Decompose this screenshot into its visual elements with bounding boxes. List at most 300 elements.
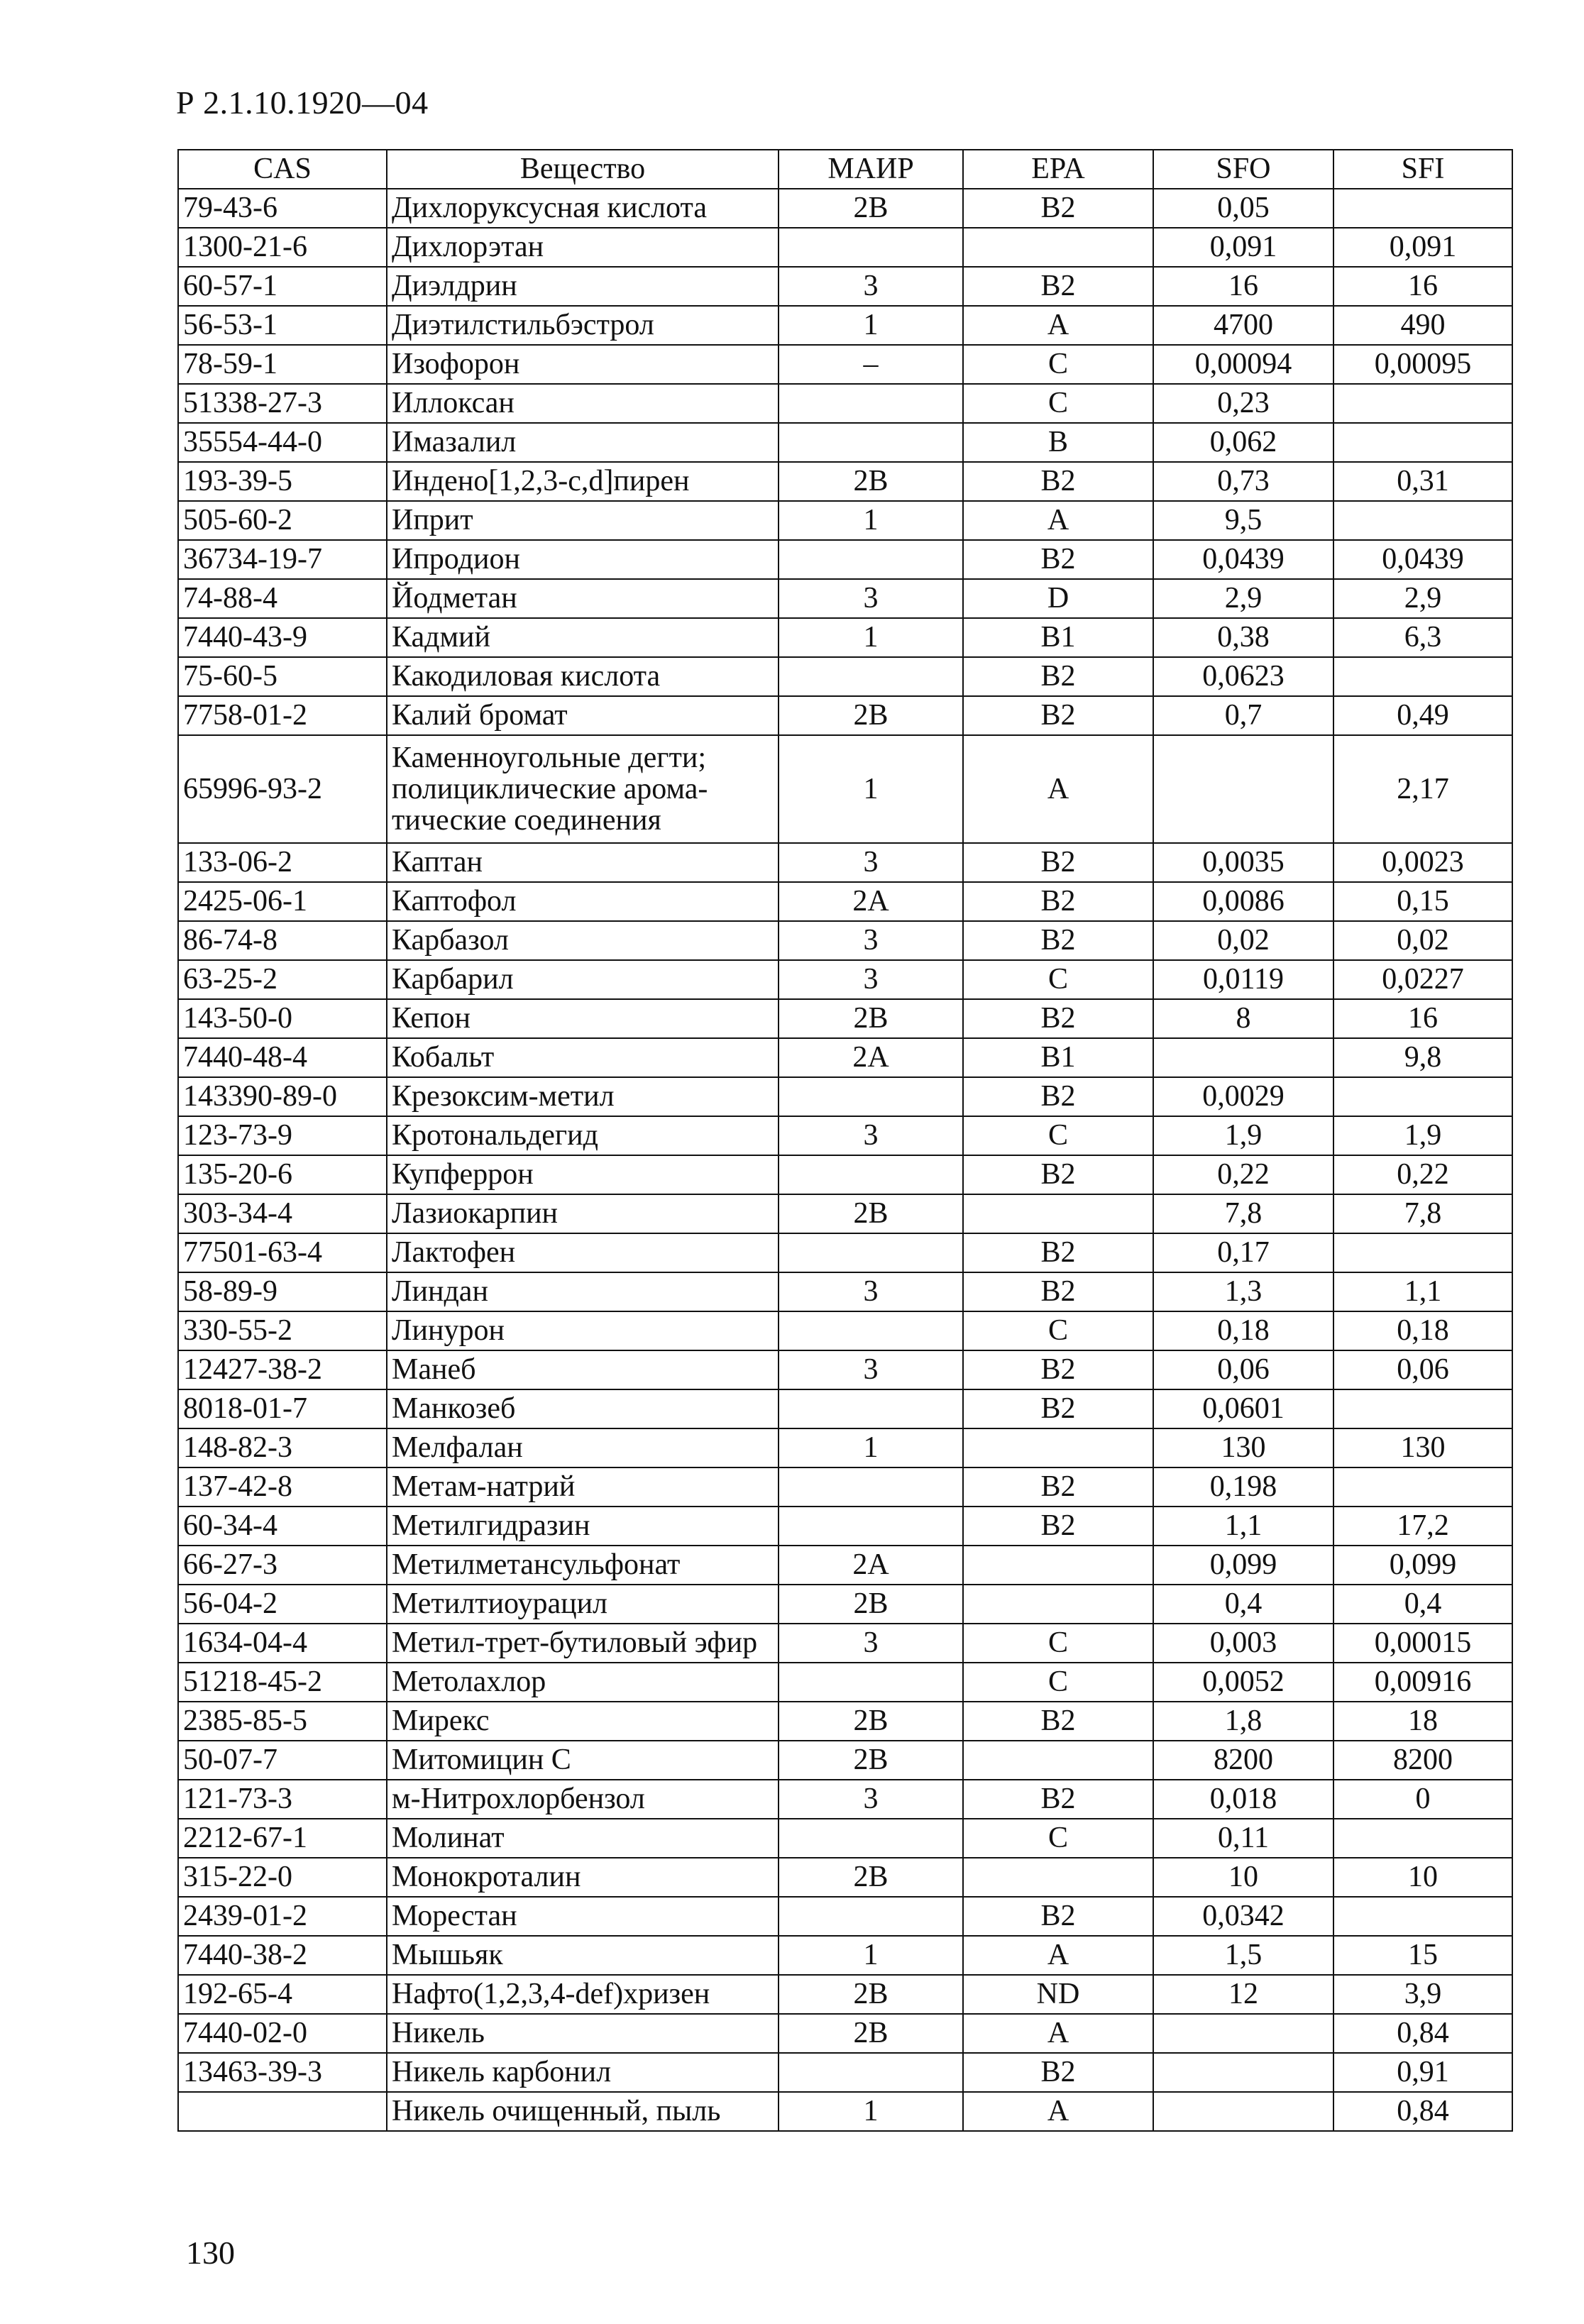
cell-epa: B2 — [963, 267, 1153, 306]
cell-sfo: 0,17 — [1153, 1233, 1333, 1272]
cell-sfi: 9,8 — [1333, 1038, 1512, 1077]
cell-sfi — [1333, 1389, 1512, 1428]
cell-sfi — [1333, 1077, 1512, 1116]
cell-substance: Мышьяк — [387, 1936, 779, 1975]
cell-sfo: 1,1 — [1153, 1507, 1333, 1546]
cell-substance: Индено[1,2,3-c,d]пирен — [387, 462, 779, 501]
cell-cas: 51338-27-3 — [178, 384, 387, 423]
cell-sfo: 130 — [1153, 1428, 1333, 1467]
cell-mair: 3 — [779, 843, 963, 882]
cell-epa: B2 — [963, 1389, 1153, 1428]
cell-epa: B2 — [963, 189, 1153, 228]
cell-sfo: 0,02 — [1153, 921, 1333, 960]
cell-substance: Молинат — [387, 1819, 779, 1858]
table-row — [178, 423, 1512, 462]
cell-substance: Каменноугольные дегти; полициклические арома-тические соединения — [387, 735, 779, 843]
cell-substance: Митомицин С — [387, 1741, 779, 1780]
cell-sfo: 0,22 — [1153, 1155, 1333, 1194]
cell-epa — [963, 1546, 1153, 1585]
cell-mair — [779, 1819, 963, 1858]
cell-mair: 1 — [779, 1936, 963, 1975]
cell-epa: B2 — [963, 1272, 1153, 1311]
cell-cas: 75-60-5 — [178, 657, 387, 696]
cell-sfi: 0,84 — [1333, 2014, 1512, 2053]
cell-mair — [779, 1233, 963, 1272]
cell-sfi — [1333, 1467, 1512, 1507]
column-header-sfi: SFI — [1333, 150, 1512, 189]
cell-cas: 2212-67-1 — [178, 1819, 387, 1858]
cell-sfi: 0,099 — [1333, 1546, 1512, 1585]
table-row — [178, 1272, 1512, 1311]
cell-cas: 60-57-1 — [178, 267, 387, 306]
cell-substance: Морестан — [387, 1897, 779, 1936]
cell-mair — [779, 228, 963, 267]
table-row — [178, 1350, 1512, 1389]
table-row — [178, 843, 1512, 882]
cell-sfi: 0,91 — [1333, 2053, 1512, 2092]
cell-epa: A — [963, 2014, 1153, 2053]
cell-epa: B2 — [963, 696, 1153, 735]
cell-sfi — [1333, 501, 1512, 540]
cell-substance: Йодметан — [387, 579, 779, 618]
cell-epa: B2 — [963, 1233, 1153, 1272]
cell-sfo — [1153, 2053, 1333, 2092]
cell-mair — [779, 540, 963, 579]
cell-sfi: 0,0439 — [1333, 540, 1512, 579]
cell-mair: 2B — [779, 1585, 963, 1624]
cell-mair — [779, 1507, 963, 1546]
cell-sfi: 2,9 — [1333, 579, 1512, 618]
cell-mair: 3 — [779, 579, 963, 618]
cell-sfi: 8200 — [1333, 1741, 1512, 1780]
cell-cas: 7440-38-2 — [178, 1936, 387, 1975]
cell-epa: B1 — [963, 618, 1153, 657]
cell-mair — [779, 1077, 963, 1116]
table-row — [178, 1624, 1512, 1663]
cell-mair: 2B — [779, 696, 963, 735]
cell-epa: B — [963, 423, 1153, 462]
cell-mair — [779, 1663, 963, 1702]
cell-epa: B2 — [963, 1702, 1153, 1741]
cell-sfo: 0,0052 — [1153, 1663, 1333, 1702]
cell-sfi: 0,00095 — [1333, 345, 1512, 384]
cell-epa: B2 — [963, 462, 1153, 501]
cell-sfi: 6,3 — [1333, 618, 1512, 657]
cell-substance: Карбазол — [387, 921, 779, 960]
cell-mair: 1 — [779, 501, 963, 540]
table-row — [178, 735, 1512, 843]
cell-substance: Каптофол — [387, 882, 779, 921]
cell-mair: 2B — [779, 999, 963, 1038]
cell-mair: 2B — [779, 1702, 963, 1741]
cell-substance: Никель карбонил — [387, 2053, 779, 2092]
cell-cas: 36734-19-7 — [178, 540, 387, 579]
column-header-epa: EPA — [963, 150, 1153, 189]
cell-cas: 7440-02-0 — [178, 2014, 387, 2053]
table-row — [178, 1038, 1512, 1077]
cell-sfo: 0,003 — [1153, 1624, 1333, 1663]
cell-epa: A — [963, 1936, 1153, 1975]
cell-substance: Диэлдрин — [387, 267, 779, 306]
cell-epa: B1 — [963, 1038, 1153, 1077]
cell-cas: 7440-48-4 — [178, 1038, 387, 1077]
cell-substance: Лазиокарпин — [387, 1194, 779, 1233]
cell-mair: 2B — [779, 2014, 963, 2053]
table-row — [178, 1663, 1512, 1702]
cell-sfo: 0,0601 — [1153, 1389, 1333, 1428]
cell-epa: C — [963, 1663, 1153, 1702]
cell-sfo: 0,38 — [1153, 618, 1333, 657]
cell-sfi: 1,1 — [1333, 1272, 1512, 1311]
cell-sfo: 0,7 — [1153, 696, 1333, 735]
substance-table-container — [177, 149, 1513, 2132]
cell-mair: 2A — [779, 1038, 963, 1077]
cell-cas: 50-07-7 — [178, 1741, 387, 1780]
cell-epa — [963, 1741, 1153, 1780]
table-row — [178, 1233, 1512, 1272]
table-body — [178, 189, 1512, 2131]
cell-mair — [779, 1467, 963, 1507]
cell-sfi — [1333, 1819, 1512, 1858]
cell-cas: 2385-85-5 — [178, 1702, 387, 1741]
cell-epa: B2 — [963, 1077, 1153, 1116]
cell-sfi: 18 — [1333, 1702, 1512, 1741]
table-row — [178, 1975, 1512, 2014]
table-row — [178, 345, 1512, 384]
column-header-substance: Вещество — [387, 150, 779, 189]
cell-cas: 13463-39-3 — [178, 2053, 387, 2092]
table-row — [178, 267, 1512, 306]
cell-sfo — [1153, 1038, 1333, 1077]
cell-cas: 192-65-4 — [178, 1975, 387, 2014]
cell-sfi: 16 — [1333, 267, 1512, 306]
cell-mair: 2B — [779, 1975, 963, 2014]
table-row — [178, 306, 1512, 345]
cell-cas: 56-04-2 — [178, 1585, 387, 1624]
cell-sfi — [1333, 1897, 1512, 1936]
cell-mair — [779, 1897, 963, 1936]
cell-substance: Манеб — [387, 1350, 779, 1389]
cell-cas: 143-50-0 — [178, 999, 387, 1038]
cell-epa: B2 — [963, 999, 1153, 1038]
table-row — [178, 921, 1512, 960]
cell-cas: 77501-63-4 — [178, 1233, 387, 1272]
cell-epa: C — [963, 1116, 1153, 1155]
cell-mair: 2B — [779, 1741, 963, 1780]
table-row — [178, 2014, 1512, 2053]
cell-substance: Кобальт — [387, 1038, 779, 1077]
cell-sfo: 7,8 — [1153, 1194, 1333, 1233]
table-row — [178, 999, 1512, 1038]
cell-substance: Дихлоруксусная кислота — [387, 189, 779, 228]
table-row — [178, 1116, 1512, 1155]
cell-epa: C — [963, 960, 1153, 999]
cell-sfo: 2,9 — [1153, 579, 1333, 618]
cell-substance: Иллоксан — [387, 384, 779, 423]
table-row — [178, 1467, 1512, 1507]
cell-substance: Диэтилстильбэстрол — [387, 306, 779, 345]
cell-substance: Мелфалан — [387, 1428, 779, 1467]
cell-cas: 2425-06-1 — [178, 882, 387, 921]
cell-cas: 1300-21-6 — [178, 228, 387, 267]
cell-cas: 7758-01-2 — [178, 696, 387, 735]
cell-sfi — [1333, 384, 1512, 423]
cell-mair: – — [779, 345, 963, 384]
table-row — [178, 696, 1512, 735]
table-row — [178, 960, 1512, 999]
cell-cas: 66-27-3 — [178, 1546, 387, 1585]
table-row — [178, 1702, 1512, 1741]
table-row — [178, 1585, 1512, 1624]
cell-epa: B2 — [963, 1467, 1153, 1507]
cell-sfo: 1,9 — [1153, 1116, 1333, 1155]
cell-cas: 330-55-2 — [178, 1311, 387, 1350]
cell-epa: B2 — [963, 1780, 1153, 1819]
cell-mair: 3 — [779, 960, 963, 999]
cell-cas: 133-06-2 — [178, 843, 387, 882]
cell-substance: Карбарил — [387, 960, 779, 999]
cell-mair: 3 — [779, 1272, 963, 1311]
cell-cas: 303-34-4 — [178, 1194, 387, 1233]
cell-substance: м-Нитрохлорбензол — [387, 1780, 779, 1819]
cell-epa: D — [963, 579, 1153, 618]
cell-epa: B2 — [963, 1507, 1153, 1546]
cell-epa: C — [963, 1624, 1153, 1663]
cell-cas: 63-25-2 — [178, 960, 387, 999]
cell-mair: 3 — [779, 1116, 963, 1155]
cell-sfi: 10 — [1333, 1858, 1512, 1897]
cell-substance: Купферрон — [387, 1155, 779, 1194]
cell-cas — [178, 2092, 387, 2131]
table-row — [178, 1546, 1512, 1585]
cell-mair — [779, 384, 963, 423]
cell-mair: 1 — [779, 618, 963, 657]
cell-sfo — [1153, 735, 1333, 843]
cell-sfi: 0,22 — [1333, 1155, 1512, 1194]
cell-mair: 2B — [779, 1858, 963, 1897]
substance-table — [177, 149, 1513, 2132]
cell-epa: A — [963, 735, 1153, 843]
cell-sfi: 0,06 — [1333, 1350, 1512, 1389]
cell-epa: ND — [963, 1975, 1153, 2014]
cell-sfo — [1153, 2014, 1333, 2053]
cell-epa: C — [963, 1819, 1153, 1858]
cell-sfi: 3,9 — [1333, 1975, 1512, 2014]
cell-cas: 505-60-2 — [178, 501, 387, 540]
cell-substance: Лактофен — [387, 1233, 779, 1272]
cell-sfi: 16 — [1333, 999, 1512, 1038]
cell-cas: 35554-44-0 — [178, 423, 387, 462]
cell-substance: Никель очищенный, пыль — [387, 2092, 779, 2131]
cell-epa: C — [963, 1311, 1153, 1350]
table-row — [178, 1311, 1512, 1350]
table-row — [178, 1780, 1512, 1819]
cell-epa — [963, 228, 1153, 267]
cell-sfo: 1,5 — [1153, 1936, 1333, 1975]
cell-cas: 121-73-3 — [178, 1780, 387, 1819]
cell-mair: 3 — [779, 1350, 963, 1389]
cell-sfi: 0,15 — [1333, 882, 1512, 921]
table-row — [178, 657, 1512, 696]
cell-sfi: 130 — [1333, 1428, 1512, 1467]
cell-sfo: 0,11 — [1153, 1819, 1333, 1858]
cell-substance: Мирекс — [387, 1702, 779, 1741]
cell-mair — [779, 1155, 963, 1194]
cell-substance: Какодиловая кислота — [387, 657, 779, 696]
cell-sfi — [1333, 423, 1512, 462]
cell-epa: B2 — [963, 1350, 1153, 1389]
cell-substance: Ипродион — [387, 540, 779, 579]
cell-substance: Имазалил — [387, 423, 779, 462]
cell-sfo: 0,06 — [1153, 1350, 1333, 1389]
cell-sfi: 0,091 — [1333, 228, 1512, 267]
cell-mair: 2A — [779, 882, 963, 921]
cell-cas: 7440-43-9 — [178, 618, 387, 657]
cell-sfo: 0,23 — [1153, 384, 1333, 423]
cell-sfi: 15 — [1333, 1936, 1512, 1975]
cell-mair: 1 — [779, 2092, 963, 2131]
table-row — [178, 1897, 1512, 1936]
cell-sfi: 0 — [1333, 1780, 1512, 1819]
cell-substance: Кротональдегид — [387, 1116, 779, 1155]
cell-sfo: 0,0119 — [1153, 960, 1333, 999]
cell-mair: 3 — [779, 1624, 963, 1663]
cell-epa: B2 — [963, 1155, 1153, 1194]
table-row — [178, 2053, 1512, 2092]
cell-substance: Метил-трет-бутиловый эфир — [387, 1624, 779, 1663]
cell-cas: 65996-93-2 — [178, 735, 387, 843]
cell-sfi: 1,9 — [1333, 1116, 1512, 1155]
cell-sfi: 7,8 — [1333, 1194, 1512, 1233]
cell-sfo: 0,018 — [1153, 1780, 1333, 1819]
cell-epa: B2 — [963, 921, 1153, 960]
table-row — [178, 579, 1512, 618]
cell-mair: 2B — [779, 462, 963, 501]
cell-sfo: 4700 — [1153, 306, 1333, 345]
cell-substance: Калий бромат — [387, 696, 779, 735]
cell-epa — [963, 1194, 1153, 1233]
cell-mair — [779, 423, 963, 462]
cell-sfi: 0,49 — [1333, 696, 1512, 735]
cell-sfi: 0,00916 — [1333, 1663, 1512, 1702]
cell-substance: Изофорон — [387, 345, 779, 384]
cell-sfo: 0,062 — [1153, 423, 1333, 462]
table-row — [178, 228, 1512, 267]
page-number: 130 — [186, 2235, 235, 2271]
cell-epa: A — [963, 2092, 1153, 2131]
cell-sfo: 0,099 — [1153, 1546, 1333, 1585]
cell-epa: B2 — [963, 882, 1153, 921]
table-row — [178, 462, 1512, 501]
table-row — [178, 1194, 1512, 1233]
cell-mair: 1 — [779, 306, 963, 345]
cell-sfi: 0,4 — [1333, 1585, 1512, 1624]
cell-mair: 3 — [779, 1780, 963, 1819]
cell-substance: Кепон — [387, 999, 779, 1038]
column-header-cas: CAS — [178, 150, 387, 189]
cell-epa: B2 — [963, 843, 1153, 882]
table-row — [178, 1389, 1512, 1428]
cell-mair — [779, 657, 963, 696]
cell-sfi: 0,02 — [1333, 921, 1512, 960]
cell-epa: B2 — [963, 540, 1153, 579]
table-row — [178, 1741, 1512, 1780]
table-row — [178, 1936, 1512, 1975]
cell-sfo: 0,00094 — [1153, 345, 1333, 384]
cell-substance: Крезоксим-метил — [387, 1077, 779, 1116]
cell-sfi: 2,17 — [1333, 735, 1512, 843]
cell-mair: 2A — [779, 1546, 963, 1585]
cell-sfi: 0,84 — [1333, 2092, 1512, 2131]
cell-sfi: 0,31 — [1333, 462, 1512, 501]
cell-sfo: 12 — [1153, 1975, 1333, 2014]
cell-substance: Метилтиоурацил — [387, 1585, 779, 1624]
table-row — [178, 540, 1512, 579]
cell-sfo: 0,0035 — [1153, 843, 1333, 882]
cell-mair — [779, 1389, 963, 1428]
cell-sfo: 0,0623 — [1153, 657, 1333, 696]
cell-cas: 1634-04-4 — [178, 1624, 387, 1663]
cell-cas: 86-74-8 — [178, 921, 387, 960]
cell-sfo: 0,0342 — [1153, 1897, 1333, 1936]
table-row — [178, 1819, 1512, 1858]
cell-mair — [779, 2053, 963, 2092]
cell-epa: C — [963, 345, 1153, 384]
table-row — [178, 1507, 1512, 1546]
cell-cas: 137-42-8 — [178, 1467, 387, 1507]
cell-epa: C — [963, 384, 1153, 423]
cell-sfi — [1333, 189, 1512, 228]
cell-epa — [963, 1428, 1153, 1467]
table-row — [178, 501, 1512, 540]
table-row — [178, 1155, 1512, 1194]
cell-mair: 1 — [779, 735, 963, 843]
cell-cas: 148-82-3 — [178, 1428, 387, 1467]
cell-sfo: 8200 — [1153, 1741, 1333, 1780]
table-row — [178, 1077, 1512, 1116]
cell-mair — [779, 1311, 963, 1350]
cell-cas: 79-43-6 — [178, 189, 387, 228]
cell-substance: Иприт — [387, 501, 779, 540]
cell-substance: Каптан — [387, 843, 779, 882]
cell-sfi: 0,0227 — [1333, 960, 1512, 999]
cell-substance: Линурон — [387, 1311, 779, 1350]
cell-cas: 143390-89-0 — [178, 1077, 387, 1116]
cell-mair: 3 — [779, 921, 963, 960]
cell-sfo: 0,73 — [1153, 462, 1333, 501]
cell-sfo — [1153, 2092, 1333, 2131]
cell-cas: 51218-45-2 — [178, 1663, 387, 1702]
cell-sfi: 17,2 — [1333, 1507, 1512, 1546]
table-row — [178, 882, 1512, 921]
table-row — [178, 384, 1512, 423]
cell-sfi: 0,18 — [1333, 1311, 1512, 1350]
cell-cas: 58-89-9 — [178, 1272, 387, 1311]
cell-sfi: 490 — [1333, 306, 1512, 345]
cell-substance: Никель — [387, 2014, 779, 2053]
cell-sfi: 0,0023 — [1333, 843, 1512, 882]
cell-sfo: 8 — [1153, 999, 1333, 1038]
cell-sfi: 0,00015 — [1333, 1624, 1512, 1663]
cell-cas: 60-34-4 — [178, 1507, 387, 1546]
cell-cas: 315-22-0 — [178, 1858, 387, 1897]
cell-epa: B2 — [963, 2053, 1153, 2092]
cell-sfo: 10 — [1153, 1858, 1333, 1897]
cell-substance: Метам-натрий — [387, 1467, 779, 1507]
cell-substance: Манкозеб — [387, 1389, 779, 1428]
table-row — [178, 189, 1512, 228]
cell-epa: A — [963, 306, 1153, 345]
